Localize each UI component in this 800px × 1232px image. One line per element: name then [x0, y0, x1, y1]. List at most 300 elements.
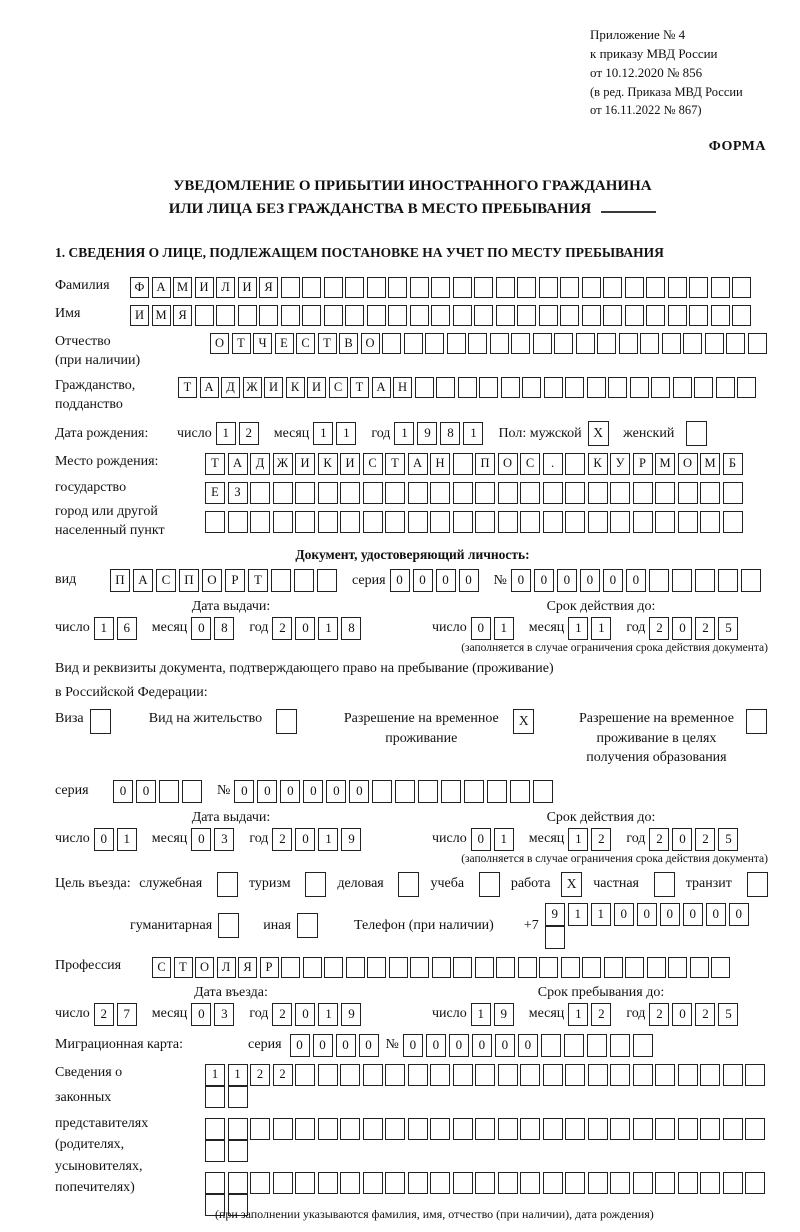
char-cell[interactable]: 1 [568, 1003, 588, 1026]
char-cell[interactable] [490, 333, 509, 354]
char-cell[interactable]: С [156, 569, 176, 592]
char-cell[interactable]: А [228, 453, 248, 475]
char-cell[interactable]: Н [393, 377, 412, 398]
char-cell[interactable] [250, 511, 270, 533]
char-cell[interactable] [228, 1118, 248, 1140]
char-cell[interactable] [723, 511, 743, 533]
char-cell[interactable] [294, 569, 314, 592]
char-cell[interactable] [539, 305, 558, 326]
checkbox-visa[interactable] [90, 709, 111, 734]
char-cell[interactable] [425, 333, 444, 354]
char-cell[interactable] [498, 1064, 518, 1086]
char-cell[interactable] [565, 1172, 585, 1194]
char-cell[interactable] [363, 482, 383, 504]
char-cell[interactable] [441, 780, 461, 803]
char-cell[interactable]: Ж [243, 377, 262, 398]
char-cell[interactable]: М [173, 277, 192, 298]
char-cell[interactable]: 2 [649, 1003, 669, 1026]
char-cell[interactable]: 0 [449, 1034, 469, 1057]
char-cell[interactable] [468, 333, 487, 354]
char-cell[interactable] [745, 1064, 765, 1086]
char-cell[interactable] [560, 305, 579, 326]
char-cell[interactable] [633, 1034, 653, 1057]
checkbox-female[interactable] [686, 421, 707, 446]
char-cell[interactable] [205, 1118, 225, 1140]
char-cell[interactable] [541, 1034, 561, 1057]
char-cell[interactable]: М [152, 305, 171, 326]
char-cell[interactable] [517, 277, 536, 298]
char-cell[interactable] [576, 333, 595, 354]
char-cell[interactable] [303, 957, 322, 978]
char-cell[interactable] [367, 277, 386, 298]
checkbox-tourism[interactable] [305, 872, 326, 897]
char-cell[interactable]: Е [275, 333, 294, 354]
char-cell[interactable] [182, 780, 202, 803]
char-cell[interactable] [475, 1118, 495, 1140]
char-cell[interactable] [458, 377, 477, 398]
char-cell[interactable]: 3 [214, 828, 234, 851]
char-cell[interactable] [475, 1172, 495, 1194]
char-cell[interactable]: 0 [280, 780, 300, 803]
char-cell[interactable] [496, 957, 515, 978]
char-cell[interactable]: 1 [313, 422, 333, 445]
char-cell[interactable] [195, 305, 214, 326]
char-cell[interactable]: 0 [390, 569, 410, 592]
char-cell[interactable]: 1 [568, 903, 588, 926]
char-cell[interactable] [726, 333, 745, 354]
char-cell[interactable] [430, 1172, 450, 1194]
char-cell[interactable] [408, 482, 428, 504]
char-cell[interactable]: П [179, 569, 199, 592]
char-cell[interactable]: 0 [495, 1034, 515, 1057]
char-cell[interactable] [565, 453, 585, 475]
char-cell[interactable]: Т [205, 453, 225, 475]
char-cell[interactable]: 2 [695, 617, 715, 640]
char-cell[interactable]: 1 [494, 828, 514, 851]
char-cell[interactable] [431, 277, 450, 298]
char-cell[interactable]: Ф [130, 277, 149, 298]
char-cell[interactable]: 0 [257, 780, 277, 803]
char-cell[interactable]: 1 [216, 422, 236, 445]
char-cell[interactable] [228, 1140, 248, 1162]
char-cell[interactable] [741, 569, 761, 592]
char-cell[interactable] [716, 377, 735, 398]
char-cell[interactable] [633, 511, 653, 533]
char-cell[interactable] [205, 1140, 225, 1162]
char-cell[interactable]: Р [260, 957, 279, 978]
char-cell[interactable] [597, 333, 616, 354]
char-cell[interactable] [295, 1064, 315, 1086]
char-cell[interactable] [408, 1172, 428, 1194]
char-cell[interactable] [678, 511, 698, 533]
char-cell[interactable]: 0 [303, 780, 323, 803]
char-cell[interactable]: А [200, 377, 219, 398]
checkbox-official[interactable] [217, 872, 238, 897]
char-cell[interactable]: Т [248, 569, 268, 592]
char-cell[interactable]: 0 [94, 828, 114, 851]
char-cell[interactable]: 8 [440, 422, 460, 445]
char-cell[interactable]: 0 [472, 1034, 492, 1057]
char-cell[interactable]: 0 [426, 1034, 446, 1057]
checkbox-male[interactable]: X [588, 421, 609, 446]
char-cell[interactable] [250, 482, 270, 504]
char-cell[interactable]: 0 [234, 780, 254, 803]
char-cell[interactable] [340, 1118, 360, 1140]
char-cell[interactable] [474, 305, 493, 326]
char-cell[interactable] [732, 305, 751, 326]
char-cell[interactable] [363, 1172, 383, 1194]
char-cell[interactable]: 0 [295, 617, 315, 640]
char-cell[interactable]: А [152, 277, 171, 298]
char-cell[interactable] [554, 333, 573, 354]
char-cell[interactable] [655, 1172, 675, 1194]
char-cell[interactable]: 2 [239, 422, 259, 445]
char-cell[interactable]: 2 [649, 828, 669, 851]
char-cell[interactable] [432, 957, 451, 978]
char-cell[interactable] [453, 957, 472, 978]
char-cell[interactable]: П [475, 453, 495, 475]
char-cell[interactable] [250, 1118, 270, 1140]
char-cell[interactable]: 0 [672, 828, 692, 851]
char-cell[interactable] [520, 1064, 540, 1086]
char-cell[interactable]: 1 [568, 617, 588, 640]
char-cell[interactable]: 1 [228, 1064, 248, 1086]
char-cell[interactable]: 2 [591, 1003, 611, 1026]
char-cell[interactable] [324, 957, 343, 978]
char-cell[interactable] [318, 511, 338, 533]
char-cell[interactable] [385, 1172, 405, 1194]
char-cell[interactable] [228, 511, 248, 533]
char-cell[interactable]: . [543, 453, 563, 475]
char-cell[interactable] [610, 1172, 630, 1194]
checkbox-transit[interactable] [747, 872, 768, 897]
char-cell[interactable] [498, 511, 518, 533]
char-cell[interactable]: 0 [518, 1034, 538, 1057]
char-cell[interactable] [382, 333, 401, 354]
char-cell[interactable] [564, 1034, 584, 1057]
char-cell[interactable] [723, 1118, 743, 1140]
char-cell[interactable] [700, 482, 720, 504]
char-cell[interactable] [732, 277, 751, 298]
char-cell[interactable] [647, 957, 666, 978]
char-cell[interactable] [453, 453, 473, 475]
char-cell[interactable]: 2 [695, 828, 715, 851]
char-cell[interactable]: 0 [672, 1003, 692, 1026]
char-cell[interactable] [410, 957, 429, 978]
char-cell[interactable]: В [339, 333, 358, 354]
char-cell[interactable]: 0 [637, 903, 657, 926]
char-cell[interactable]: О [210, 333, 229, 354]
char-cell[interactable] [587, 1034, 607, 1057]
char-cell[interactable]: Т [232, 333, 251, 354]
char-cell[interactable]: 5 [718, 828, 738, 851]
char-cell[interactable] [418, 780, 438, 803]
char-cell[interactable] [367, 305, 386, 326]
char-cell[interactable] [565, 377, 584, 398]
char-cell[interactable] [668, 957, 687, 978]
char-cell[interactable] [539, 277, 558, 298]
char-cell[interactable]: Р [225, 569, 245, 592]
char-cell[interactable] [678, 1118, 698, 1140]
char-cell[interactable]: Д [221, 377, 240, 398]
char-cell[interactable]: 2 [273, 1064, 293, 1086]
char-cell[interactable] [498, 1172, 518, 1194]
char-cell[interactable] [273, 511, 293, 533]
char-cell[interactable] [711, 305, 730, 326]
char-cell[interactable] [520, 482, 540, 504]
char-cell[interactable]: Т [178, 377, 197, 398]
char-cell[interactable] [340, 482, 360, 504]
char-cell[interactable] [159, 780, 179, 803]
char-cell[interactable] [543, 1064, 563, 1086]
char-cell[interactable] [700, 511, 720, 533]
char-cell[interactable] [453, 1172, 473, 1194]
char-cell[interactable] [690, 957, 709, 978]
char-cell[interactable] [318, 1172, 338, 1194]
char-cell[interactable]: 0 [660, 903, 680, 926]
char-cell[interactable] [633, 1064, 653, 1086]
char-cell[interactable]: И [307, 377, 326, 398]
char-cell[interactable]: 1 [591, 903, 611, 926]
char-cell[interactable] [317, 569, 337, 592]
char-cell[interactable] [479, 377, 498, 398]
char-cell[interactable]: Б [723, 453, 743, 475]
char-cell[interactable]: 9 [341, 828, 361, 851]
char-cell[interactable] [385, 1064, 405, 1086]
char-cell[interactable]: Л [217, 957, 236, 978]
char-cell[interactable] [453, 305, 472, 326]
checkbox-temp-residence-education[interactable] [746, 709, 767, 734]
char-cell[interactable] [565, 482, 585, 504]
char-cell[interactable] [295, 482, 315, 504]
char-cell[interactable] [475, 1064, 495, 1086]
char-cell[interactable]: 0 [683, 903, 703, 926]
char-cell[interactable] [745, 1172, 765, 1194]
char-cell[interactable] [630, 377, 649, 398]
char-cell[interactable]: 0 [136, 780, 156, 803]
char-cell[interactable]: 1 [117, 828, 137, 851]
checkbox-humanitarian[interactable] [218, 913, 239, 938]
char-cell[interactable] [324, 277, 343, 298]
char-cell[interactable] [655, 511, 675, 533]
char-cell[interactable] [447, 333, 466, 354]
char-cell[interactable] [694, 377, 713, 398]
char-cell[interactable] [430, 482, 450, 504]
char-cell[interactable]: 2 [250, 1064, 270, 1086]
char-cell[interactable]: С [363, 453, 383, 475]
char-cell[interactable]: 2 [94, 1003, 114, 1026]
char-cell[interactable] [340, 511, 360, 533]
char-cell[interactable]: 1 [463, 422, 483, 445]
char-cell[interactable] [640, 333, 659, 354]
char-cell[interactable] [453, 482, 473, 504]
char-cell[interactable] [363, 1118, 383, 1140]
char-cell[interactable] [533, 333, 552, 354]
char-cell[interactable]: Н [430, 453, 450, 475]
char-cell[interactable] [610, 1118, 630, 1140]
char-cell[interactable] [453, 511, 473, 533]
char-cell[interactable] [436, 377, 455, 398]
char-cell[interactable]: 0 [313, 1034, 333, 1057]
char-cell[interactable]: 9 [417, 422, 437, 445]
char-cell[interactable] [302, 277, 321, 298]
char-cell[interactable]: 0 [471, 617, 491, 640]
char-cell[interactable]: 0 [336, 1034, 356, 1057]
char-cell[interactable] [646, 277, 665, 298]
char-cell[interactable] [367, 957, 386, 978]
char-cell[interactable]: 1 [591, 617, 611, 640]
char-cell[interactable]: Я [259, 277, 278, 298]
char-cell[interactable] [619, 333, 638, 354]
char-cell[interactable] [610, 482, 630, 504]
char-cell[interactable] [625, 957, 644, 978]
char-cell[interactable]: С [520, 453, 540, 475]
char-cell[interactable]: 0 [413, 569, 433, 592]
char-cell[interactable]: М [655, 453, 675, 475]
char-cell[interactable]: 0 [603, 569, 623, 592]
char-cell[interactable]: О [498, 453, 518, 475]
char-cell[interactable] [689, 305, 708, 326]
char-cell[interactable]: 2 [272, 828, 292, 851]
char-cell[interactable] [498, 1118, 518, 1140]
char-cell[interactable] [678, 1172, 698, 1194]
char-cell[interactable] [318, 1118, 338, 1140]
checkbox-business[interactable] [398, 872, 419, 897]
char-cell[interactable]: К [318, 453, 338, 475]
char-cell[interactable]: 0 [614, 903, 634, 926]
char-cell[interactable]: Т [385, 453, 405, 475]
char-cell[interactable]: О [202, 569, 222, 592]
char-cell[interactable]: Е [205, 482, 225, 504]
char-cell[interactable] [487, 780, 507, 803]
char-cell[interactable] [588, 1118, 608, 1140]
char-cell[interactable]: 0 [626, 569, 646, 592]
char-cell[interactable]: А [133, 569, 153, 592]
char-cell[interactable] [295, 1172, 315, 1194]
char-cell[interactable] [372, 780, 392, 803]
char-cell[interactable] [610, 511, 630, 533]
char-cell[interactable] [700, 1172, 720, 1194]
char-cell[interactable]: 1 [318, 617, 338, 640]
char-cell[interactable] [662, 333, 681, 354]
char-cell[interactable] [539, 957, 558, 978]
char-cell[interactable]: 0 [359, 1034, 379, 1057]
char-cell[interactable] [281, 277, 300, 298]
char-cell[interactable] [723, 1064, 743, 1086]
char-cell[interactable]: 5 [718, 1003, 738, 1026]
char-cell[interactable]: 1 [568, 828, 588, 851]
char-cell[interactable] [228, 1086, 248, 1108]
char-cell[interactable] [216, 305, 235, 326]
char-cell[interactable]: Т [318, 333, 337, 354]
char-cell[interactable]: 0 [511, 569, 531, 592]
char-cell[interactable] [655, 1064, 675, 1086]
char-cell[interactable]: 0 [191, 1003, 211, 1026]
char-cell[interactable]: 2 [591, 828, 611, 851]
char-cell[interactable]: 0 [290, 1034, 310, 1057]
char-cell[interactable] [633, 1118, 653, 1140]
char-cell[interactable]: 1 [318, 828, 338, 851]
char-cell[interactable]: С [296, 333, 315, 354]
char-cell[interactable] [723, 482, 743, 504]
char-cell[interactable] [522, 377, 541, 398]
char-cell[interactable] [340, 1172, 360, 1194]
char-cell[interactable]: И [238, 277, 257, 298]
char-cell[interactable] [388, 305, 407, 326]
char-cell[interactable] [318, 1064, 338, 1086]
char-cell[interactable] [408, 1064, 428, 1086]
char-cell[interactable] [588, 1064, 608, 1086]
char-cell[interactable]: З [228, 482, 248, 504]
char-cell[interactable] [363, 511, 383, 533]
char-cell[interactable]: 1 [205, 1064, 225, 1086]
char-cell[interactable]: 0 [191, 828, 211, 851]
char-cell[interactable] [543, 511, 563, 533]
char-cell[interactable]: 0 [295, 828, 315, 851]
char-cell[interactable] [610, 1034, 630, 1057]
char-cell[interactable] [689, 277, 708, 298]
char-cell[interactable]: 2 [695, 1003, 715, 1026]
char-cell[interactable] [544, 377, 563, 398]
char-cell[interactable] [324, 305, 343, 326]
char-cell[interactable] [517, 305, 536, 326]
char-cell[interactable] [633, 1172, 653, 1194]
char-cell[interactable] [388, 277, 407, 298]
char-cell[interactable] [431, 305, 450, 326]
char-cell[interactable] [430, 1064, 450, 1086]
char-cell[interactable] [672, 569, 692, 592]
char-cell[interactable] [565, 1064, 585, 1086]
char-cell[interactable]: К [588, 453, 608, 475]
char-cell[interactable] [646, 305, 665, 326]
char-cell[interactable]: 0 [459, 569, 479, 592]
char-cell[interactable]: 7 [117, 1003, 137, 1026]
char-cell[interactable] [415, 377, 434, 398]
char-cell[interactable]: 2 [272, 1003, 292, 1026]
char-cell[interactable] [295, 511, 315, 533]
char-cell[interactable] [560, 277, 579, 298]
char-cell[interactable] [410, 305, 429, 326]
char-cell[interactable] [389, 957, 408, 978]
char-cell[interactable] [649, 569, 669, 592]
char-cell[interactable]: 1 [94, 617, 114, 640]
char-cell[interactable]: И [295, 453, 315, 475]
char-cell[interactable] [582, 305, 601, 326]
char-cell[interactable] [281, 305, 300, 326]
char-cell[interactable] [668, 277, 687, 298]
char-cell[interactable]: И [340, 453, 360, 475]
char-cell[interactable] [737, 377, 756, 398]
char-cell[interactable] [385, 482, 405, 504]
char-cell[interactable]: 1 [471, 1003, 491, 1026]
char-cell[interactable] [345, 277, 364, 298]
char-cell[interactable] [464, 780, 484, 803]
char-cell[interactable] [678, 482, 698, 504]
char-cell[interactable] [711, 957, 730, 978]
char-cell[interactable] [475, 957, 494, 978]
char-cell[interactable]: 0 [295, 1003, 315, 1026]
char-cell[interactable]: П [110, 569, 130, 592]
char-cell[interactable] [273, 482, 293, 504]
char-cell[interactable] [608, 377, 627, 398]
char-cell[interactable] [705, 333, 724, 354]
char-cell[interactable] [259, 305, 278, 326]
char-cell[interactable]: 2 [272, 617, 292, 640]
char-cell[interactable] [678, 1064, 698, 1086]
char-cell[interactable] [582, 957, 601, 978]
char-cell[interactable]: О [678, 453, 698, 475]
char-cell[interactable] [695, 569, 715, 592]
